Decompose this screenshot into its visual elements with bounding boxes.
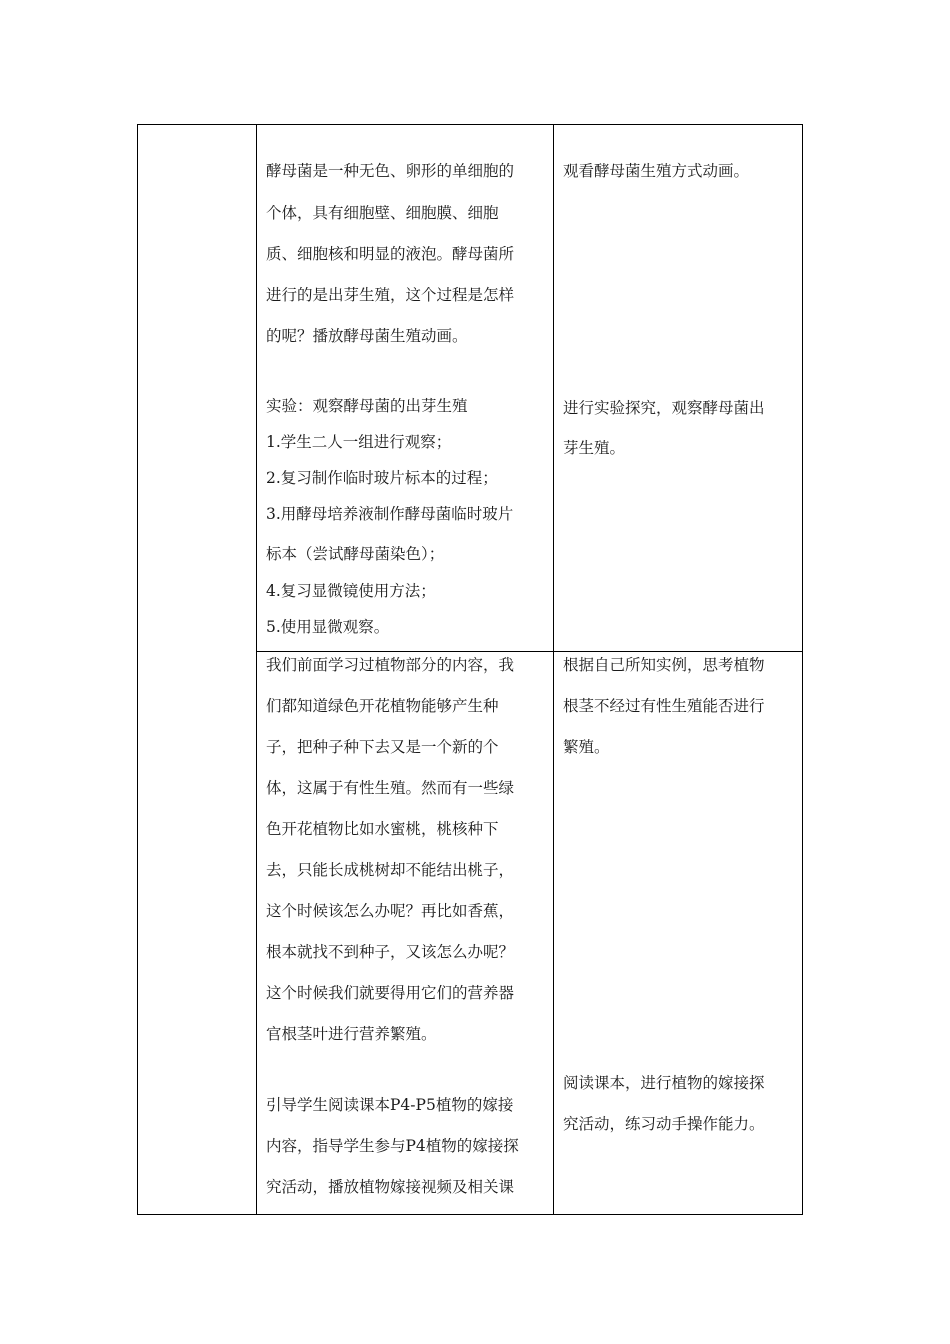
- student-text-line: 根茎不经过有性生殖能否进行: [563, 697, 765, 715]
- teacher-text-line: 官根茎叶进行营养繁殖。: [266, 1025, 437, 1043]
- teacher-text-line: 这个时候我们就要得用它们的营养器: [266, 984, 515, 1002]
- column-divider-2: [553, 125, 554, 1214]
- teacher-text-line: 体，这属于有性生殖。然而有一些绿: [266, 779, 515, 797]
- teacher-text-line: 3.用酵母培养液制作酵母菌临时玻片: [266, 505, 514, 523]
- teacher-text-line: 色开花植物比如水蜜桃，桃核种下: [266, 820, 499, 838]
- teacher-text-line: 5.使用显微观察。: [266, 618, 390, 636]
- teacher-text-line: 个体，具有细胞壁、细胞膜、细胞: [266, 204, 499, 222]
- student-text-line: 究活动，练习动手操作能力。: [563, 1115, 765, 1133]
- teacher-text-line: 的呢？播放酵母菌生殖动画。: [266, 327, 468, 345]
- teacher-text-line: 子，把种子种下去又是一个新的个: [266, 738, 499, 756]
- student-text-line: 进行实验探究，观察酵母菌出: [563, 399, 765, 417]
- teacher-text-line: 标本（尝试酵母菌染色）；: [266, 545, 445, 563]
- teacher-text-line: 2.复习制作临时玻片标本的过程；: [266, 469, 498, 487]
- teacher-text-line: 这个时候该怎么办呢？再比如香蕉，: [266, 902, 515, 920]
- student-text-line: 阅读课本，进行植物的嫁接探: [563, 1074, 765, 1092]
- teacher-text-line: 们都知道绿色开花植物能够产生种: [266, 697, 499, 715]
- student-text-line: 根据自己所知实例，思考植物: [563, 656, 765, 674]
- teacher-text-line: 究活动，播放植物嫁接视频及相关课: [266, 1178, 515, 1196]
- teacher-text-line: 1.学生二人一组进行观察；: [266, 433, 452, 451]
- teacher-text-line: 4.复习显微镜使用方法；: [266, 582, 436, 600]
- student-text-line: 繁殖。: [563, 738, 610, 756]
- teacher-text-line: 进行的是出芽生殖，这个过程是怎样: [266, 286, 515, 304]
- student-text-line: 芽生殖。: [563, 439, 626, 457]
- teacher-text-line: 实验：观察酵母菌的出芽生殖: [266, 397, 468, 415]
- student-text-line: 观看酵母菌生殖方式动画。: [563, 162, 750, 180]
- teacher-text-line: 根本就找不到种子，又该怎么办呢？: [266, 943, 515, 961]
- teacher-text-line: 我们前面学习过植物部分的内容，我: [266, 656, 515, 674]
- column-divider-1: [256, 125, 257, 1214]
- teacher-text-line: 引导学生阅读课本P4-P5植物的嫁接: [266, 1096, 514, 1114]
- teacher-text-line: 酵母菌是一种无色、卵形的单细胞的: [266, 162, 515, 180]
- teacher-text-line: 去，只能长成桃树却不能结出桃子，: [266, 861, 515, 879]
- row-divider: [256, 651, 802, 652]
- teacher-text-line: 质、细胞核和明显的液泡。酵母菌所: [266, 245, 515, 263]
- teacher-text-line: 内容，指导学生参与P4植物的嫁接探: [266, 1137, 519, 1155]
